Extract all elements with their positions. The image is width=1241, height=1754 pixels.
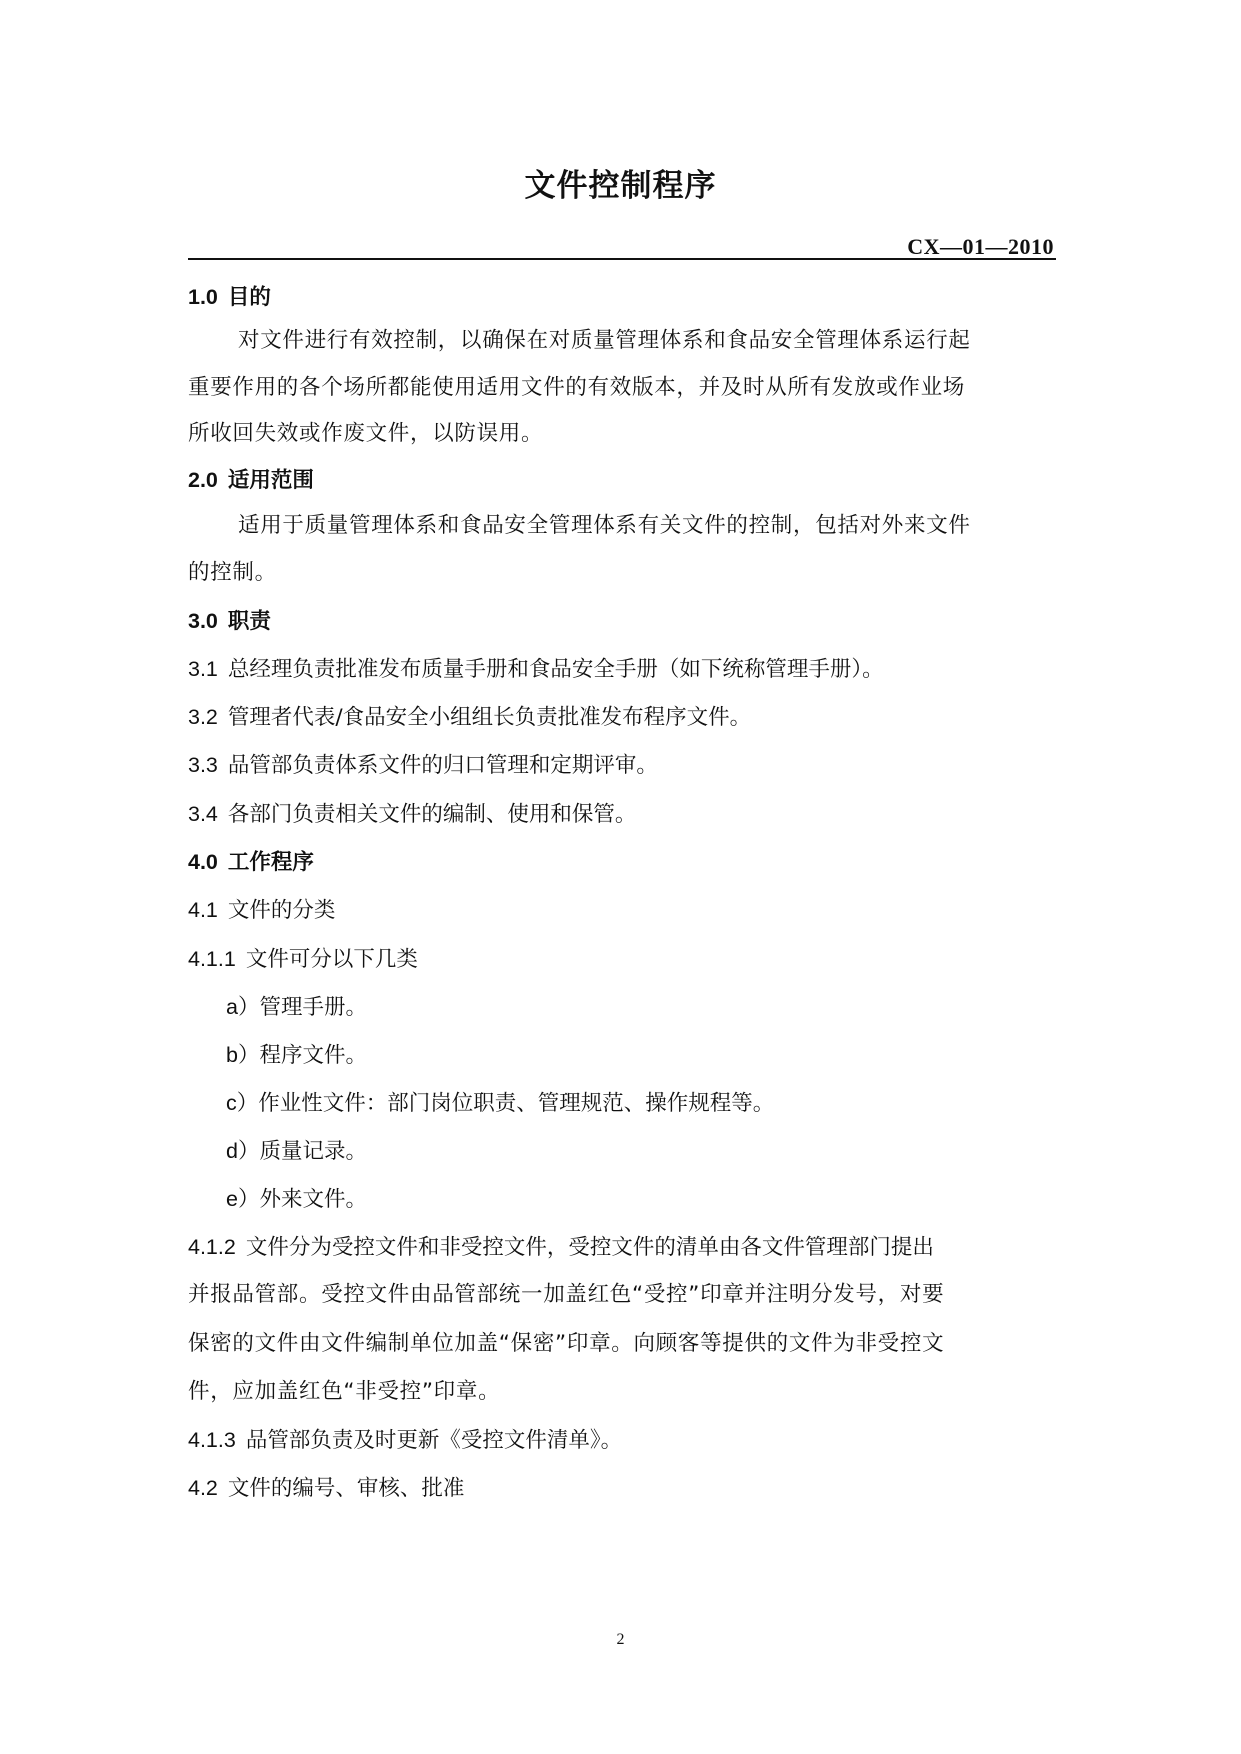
paragraph-line: 保密的文件由文件编制单位加盖“保密”印章。向顾客等提供的文件为非受控文 [188,1331,945,1356]
paragraph-line: 的控制。 [188,560,277,585]
paragraph-line: 对文件进行有效控制，以确保在对质量管理体系和食品安全管理体系运行起 [238,328,971,353]
list-item: 3.2 管理者代表/食品安全小组组长负责批准发布程序文件。 [188,705,752,730]
section-heading-purpose: 1.0 目的 [188,285,271,310]
subsection-heading: 4.1.1 文件可分以下几类 [188,947,418,972]
document-number: CX—01—2010 [907,234,1054,259]
header-rule [188,258,1056,260]
list-item: 3.3 品管部负责体系文件的归口管理和定期评审。 [188,753,658,778]
section-heading-scope: 2.0 适用范围 [188,468,314,493]
paragraph-line: 4.1.2 文件分为受控文件和非受控文件，受控文件的清单由各文件管理部门提出 [188,1235,934,1260]
page-number: 2 [616,1631,625,1648]
paragraph-line: 所收回失效或作废文件，以防误用。 [188,421,544,446]
subsection-heading: 4.1 文件的分类 [188,898,336,923]
subsection-heading: 4.1.3 品管部负责及时更新《受控文件清单》。 [188,1428,623,1453]
list-item: d）质量记录。 [226,1139,367,1164]
list-item: e）外来文件。 [226,1187,367,1212]
list-item: c）作业性文件：部门岗位职责、管理规范、操作规程等。 [226,1091,775,1116]
paragraph-line: 重要作用的各个场所都能使用适用文件的有效版本，并及时从所有发放或作业场 [188,375,966,400]
list-item: 3.4 各部门负责相关文件的编制、使用和保管。 [188,802,637,827]
paragraph-line: 件，应加盖红色“非受控”印章。 [188,1379,501,1404]
section-heading-procedure: 4.0 工作程序 [188,850,314,875]
list-item: a）管理手册。 [226,995,367,1020]
list-item: 3.1 总经理负责批准发布质量手册和食品安全手册（如下统称管理手册）。 [188,657,884,682]
paragraph-line: 适用于质量管理体系和食品安全管理体系有关文件的控制，包括对外来文件 [238,513,971,538]
paragraph-line: 并报品管部。受控文件由品管部统一加盖红色“受控”印章并注明分发号，对要 [188,1282,945,1307]
document-title: 文件控制程序 [524,168,717,204]
subsection-heading: 4.2 文件的编号、审核、批准 [188,1476,465,1501]
section-heading-responsibilities: 3.0 职责 [188,609,271,634]
list-item: b）程序文件。 [226,1043,367,1068]
